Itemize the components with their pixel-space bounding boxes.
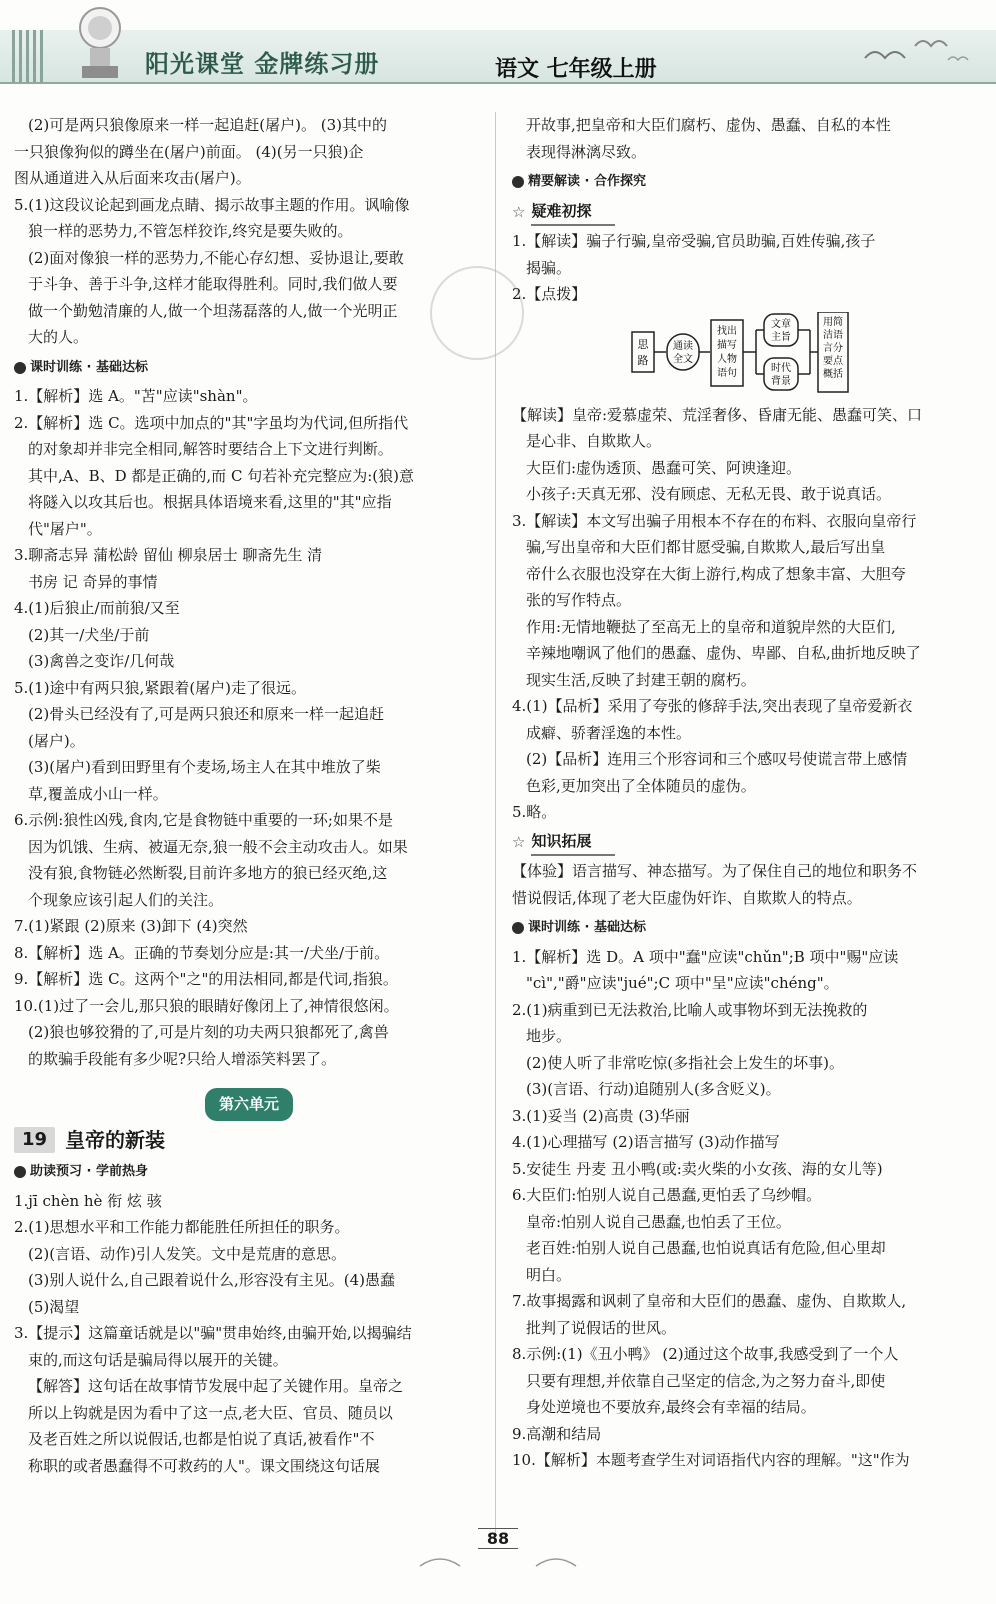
text-line: 2.(1)思想水平和工作能力都能胜任所担任的职务。 [14,1218,350,1236]
subject-grade: 语文 七年级上册 [495,57,657,82]
section-heading: 课时训练 · 基础达标 [14,355,484,382]
text-line: 皇帝:怕别人说自己愚蠢,也怕丢了王位。 [526,1212,791,1231]
footer-ornament-icon [0,1542,996,1600]
text-line: 2.(1)病重到已无法救治,比喻人或事物坏到无法挽救的 [512,1000,868,1019]
text-line: 6.大臣们:怕别人说自己愚蠢,更怕丢了乌纱帽。 [512,1186,822,1204]
text-line: 5.(1)途中有两只狼,紧跟着(屠户)走了很远。 [14,678,307,697]
section-bullet-icon [512,922,524,934]
text-line: 成癖、骄奢淫逸的本性。 [526,723,692,742]
text-line: (2)其一/犬坐/于前 [28,625,150,644]
text-line: 3.【解读】本文写出骗子用根本不存在的布料、衣服向皇帝行 [512,511,917,530]
text-line: 大臣们:虚伪透顶、愚蠢可笑、阿谀逢迎。 [526,458,802,477]
section-heading: 助读预习 · 学前热身 [14,1159,484,1186]
section-bullet-icon [14,1166,26,1178]
text-line: 一只狼像狗似的蹲坐在(屠户)前面。 (4)(另一只狼)企 [14,142,364,161]
text-line: 其中,A、B、D 都是正确的,而 C 句若补充完整应为:(狼)意 [28,466,414,485]
star-icon: ☆ [512,202,526,221]
text-line: 图从通道进入从后面来攻击(屠户)。 [14,169,251,187]
text-line: 1.【解析】选 D。A 项中"蠢"应读"chǔn";B 项中"赐"应读 [512,947,899,966]
subsection-heading: ☆ 知识拓展 [512,828,982,857]
flow-label-theme-2: 主旨 [771,331,791,343]
text-line: 1.【解析】选 A。"苫"应读"shàn"。 [14,387,258,405]
left-column [14,112,484,1479]
text-line: 个现象应该引起人们的关注。 [28,890,224,909]
text-line: "cì","爵"应读"jué";C 项中"呈"应读"chéng"。 [526,974,839,992]
text-line: 10.【解析】本题考查学生对词语指代内容的理解。"这"作为 [512,1451,910,1469]
section-heading: 精要解读 · 合作探究 [512,169,982,196]
text-line: 所以上钩就是因为看中了这一点,老大臣、官员、随员以 [28,1403,393,1422]
text-line: 老百姓:怕别人说自己愚蠢,也怕说真话有危险,但心里却 [526,1239,886,1257]
text-line: 身处逆境也不要放弃,最终会有幸福的结局。 [526,1398,816,1416]
flow-label-summary-3: 言分 [823,342,843,354]
flow-label-find-4: 语句 [717,367,737,379]
trophy-logo-icon [60,4,140,82]
flow-label-summary-1: 用简 [823,316,843,328]
lesson-number: 19 [14,1127,55,1154]
right-column [512,112,982,1474]
text-line: 4.(1)心理描写 (2)语言描写 (3)动作描写 [512,1133,780,1151]
text-line: 代"屠户"。 [28,519,102,538]
text-line: 狼一样的恶势力,不管怎样狡诈,终究是要失败的。 [28,222,353,240]
text-line: 2.【点拨】 [512,285,587,303]
text-line: 骗,写出皇帝和大臣们都甘愿受骗,自欺欺人,最后写出皇 [526,538,886,556]
text-line: 1.【解读】骗子行骗,皇帝受骗,官员助骗,百姓传骗,孩子 [512,232,876,250]
subsection-heading: ☆ 疑难初探 [512,198,982,227]
text-line: 现实生活,反映了封建王朝的腐朽。 [526,670,756,689]
text-line: 5.安徒生 丹麦 丑小鸭(或:卖火柴的小女孩、海的女儿等) [512,1159,883,1178]
text-line: 5.略。 [512,803,557,821]
section-bullet-icon [14,362,26,374]
flow-label-thinking-1: 思 [637,337,649,351]
page-footer [0,1542,996,1600]
text-line: 【解读】皇帝:爱慕虚荣、荒淫奢侈、昏庸无能、愚蠢可笑、口 [512,405,923,424]
text-line: 批判了说假话的世风。 [526,1318,677,1337]
flow-label-background-1: 时代 [771,362,791,374]
text-line: 3.(1)妥当 (2)高贵 (3)华丽 [512,1106,690,1125]
text-line: 的欺骗手段能有多少呢?只给人增添笑料罢了。 [28,1049,337,1068]
text-line: (3)禽兽之变诈/几何哉 [28,652,175,670]
text-line: 7.(1)紧跟 (2)原来 (3)卸下 (4)突然 [14,917,248,935]
unit-label: 第六单元 [205,1088,293,1121]
text-line: 4.(1)后狼止/而前狼/又至 [14,599,180,617]
star-icon: ☆ [512,832,526,851]
text-line: 8.【解析】选 A。正确的节奏划分应是:其一/犬坐/于前。 [14,943,390,962]
text-line: 色彩,更加突出了全体随员的虚伪。 [526,776,756,795]
flow-label-theme-1: 文章 [771,318,791,330]
text-line: (2)面对像狼一样的恶势力,不能心存幻想、妥协退让,要敢 [28,248,404,267]
lesson-name: 皇帝的新装 [65,1127,166,1152]
text-line: (2)使人听了非常吃惊(多指社会上发生的坏事)。 [526,1053,844,1072]
text-line: 9.高潮和结局 [512,1424,602,1443]
text-line: 草,覆盖成小山一样。 [28,784,168,803]
flow-label-summary-4: 要点 [823,355,843,367]
text-line: 书房 记 奇异的事情 [28,572,158,591]
unit-banner [14,1088,484,1121]
flow-label-thinking-2: 路 [637,353,649,367]
text-line: 小孩子:天真无邪、没有顾虑、无私无畏、敢于说真话。 [526,485,892,503]
text-line: 作用:无情地鞭挞了至高无上的皇帝和道貌岸然的大臣们, [526,617,896,636]
text-line: 因为饥饿、生病、被逼无奈,狼一般不会主动攻击人。如果 [28,837,408,856]
text-line: (2)【品析】连用三个形容词和三个感叹号使谎言带上感情 [526,750,908,768]
text-line: 6.示例:狼性凶残,食肉,它是食物链中重要的一环;如果不是 [14,811,393,829]
series-title: 阳光课堂 金牌练习册 [145,50,380,78]
text-line: 于斗争、善于斗争,这样才能取得胜利。同时,我们做人要 [28,275,398,293]
text-line: 做一个勤勉清廉的人,做一个坦荡磊落的人,做一个光明正 [28,301,398,320]
text-line: (2)(言语、动作)引人发笑。文中是荒唐的意思。 [28,1244,346,1263]
text-line: (屠户)。 [28,731,85,750]
lesson-title [14,1127,484,1154]
text-line: 辛辣地嘲讽了他们的愚蠢、虚伪、卑鄙、自私,曲折地反映了 [526,644,921,662]
text-line: (3)别人说什么,自己跟着说什么,形容没有主见。(4)愚蠢 [28,1271,396,1289]
flow-label-read-1: 通读 [673,340,693,352]
header-stripes [12,30,46,82]
text-line: 7.故事揭露和讽刺了皇帝和大臣们的愚蠢、虚伪、自欺欺人, [512,1292,907,1310]
text-line: 5.(1)这段议论起到画龙点睛、揭示故事主题的作用。讽喻像 [14,195,410,214]
flow-label-find-2: 描写 [717,339,737,351]
flow-label-find-1: 找出 [717,325,737,337]
text-line: 地步。 [526,1027,572,1045]
section-bullet-icon [512,176,524,188]
page-number: 88 [478,1528,518,1549]
text-line: 3.聊斋志异 蒲松龄 留仙 柳泉居士 聊斋先生 清 [14,546,323,564]
text-line: 【解答】这句话在故事情节发展中起了关键作用。皇帝之 [28,1377,404,1395]
flow-label-background-2: 背景 [771,375,791,387]
text-line: 9.【解析】选 C。这两个"之"的用法相同,都是代词,指狼。 [14,970,398,988]
thinking-flowchart [512,312,982,394]
text-line: 称职的或者愚蠢得不可救药的人"。课文围绕这句话展 [28,1456,380,1475]
text-line: 2.【解析】选 C。选项中加点的"其"字虽均为代词,但所指代 [14,413,409,432]
text-line: 明白。 [526,1265,572,1284]
text-line: (3)(言语、行动)追随别人(多含贬义)。 [526,1080,781,1098]
text-line: (2)狼也够狡猾的了,可是片刻的功夫两只狼都死了,禽兽 [28,1023,389,1041]
text-line: 是心非、自欺欺人。 [526,432,662,450]
text-line: (2)骨头已经没有了,可是两只狼还和原来一样一起追赶 [28,705,385,723]
text-line: 【体验】语言描写、神态描写。为了保住自己的地位和职务不 [512,862,918,880]
section-heading: 课时训练 · 基础达标 [512,915,982,942]
text-line: 1.jī chèn hè 衔 炫 骇 [14,1191,162,1210]
text-line: (2)可是两只狼像原来一样一起追赶(屠户)。 (3)其中的 [28,116,387,134]
text-line: 及老百姓之所以说假话,也都是怕说了真话,被看作"不 [28,1430,375,1448]
text-line: 开故事,把皇帝和大臣们腐朽、虚伪、愚蠢、自私的本性 [526,116,891,134]
text-line: 没有狼,食物链必然断裂,目前许多地方的狼已经灭绝,这 [28,864,388,882]
flow-label-summary-2: 洁语 [823,329,843,341]
flow-label-summary-5: 概括 [823,368,843,380]
text-line: 8.示例:(1)《丑小鸭》 (2)通过这个故事,我感受到了一个人 [512,1345,899,1363]
text-line: 束的,而这句话是骗局得以展开的关键。 [28,1350,288,1369]
text-line: 表现得淋漓尽致。 [526,142,647,161]
text-line: 张的写作特点。 [526,591,632,609]
text-line: 大的人。 [28,328,89,346]
text-line: 将隧入以攻其后也。根据具体语境来看,这里的"其"应指 [28,493,392,511]
text-line: 的对象却并非完全相同,解答时要结合上下文进行判断。 [28,440,393,458]
text-line: 帝什么衣服也没穿在大街上游行,构成了想象丰富、大胆夸 [526,564,906,583]
text-line: 揭骗。 [526,258,572,277]
text-line: (3)(屠户)看到田野里有个麦场,场主人在其中堆放了柴 [28,758,381,776]
flow-label-find-3: 人物 [717,353,737,365]
text-line: 10.(1)过了一会儿,那只狼的眼睛好像闭上了,神情很悠闲。 [14,996,399,1015]
text-line: 3.【提示】这篇童话就是以"骗"贯串始终,由骗开始,以揭骗结 [14,1324,412,1342]
flow-label-read-2: 全文 [673,353,693,365]
birds-icon [860,30,970,70]
text-line: (5)渴望 [28,1297,80,1316]
text-line: 惜说假话,体现了老大臣虚伪奸诈、自欺欺人的特点。 [512,888,862,907]
text-line: 只要有理想,并依靠自己坚定的信念,为之努力奋斗,即使 [526,1371,886,1390]
text-line: 4.(1)【品析】采用了夸张的修辞手法,突出表现了皇帝爱新衣 [512,697,913,715]
page-header [0,0,996,92]
flowchart-svg [512,312,982,394]
